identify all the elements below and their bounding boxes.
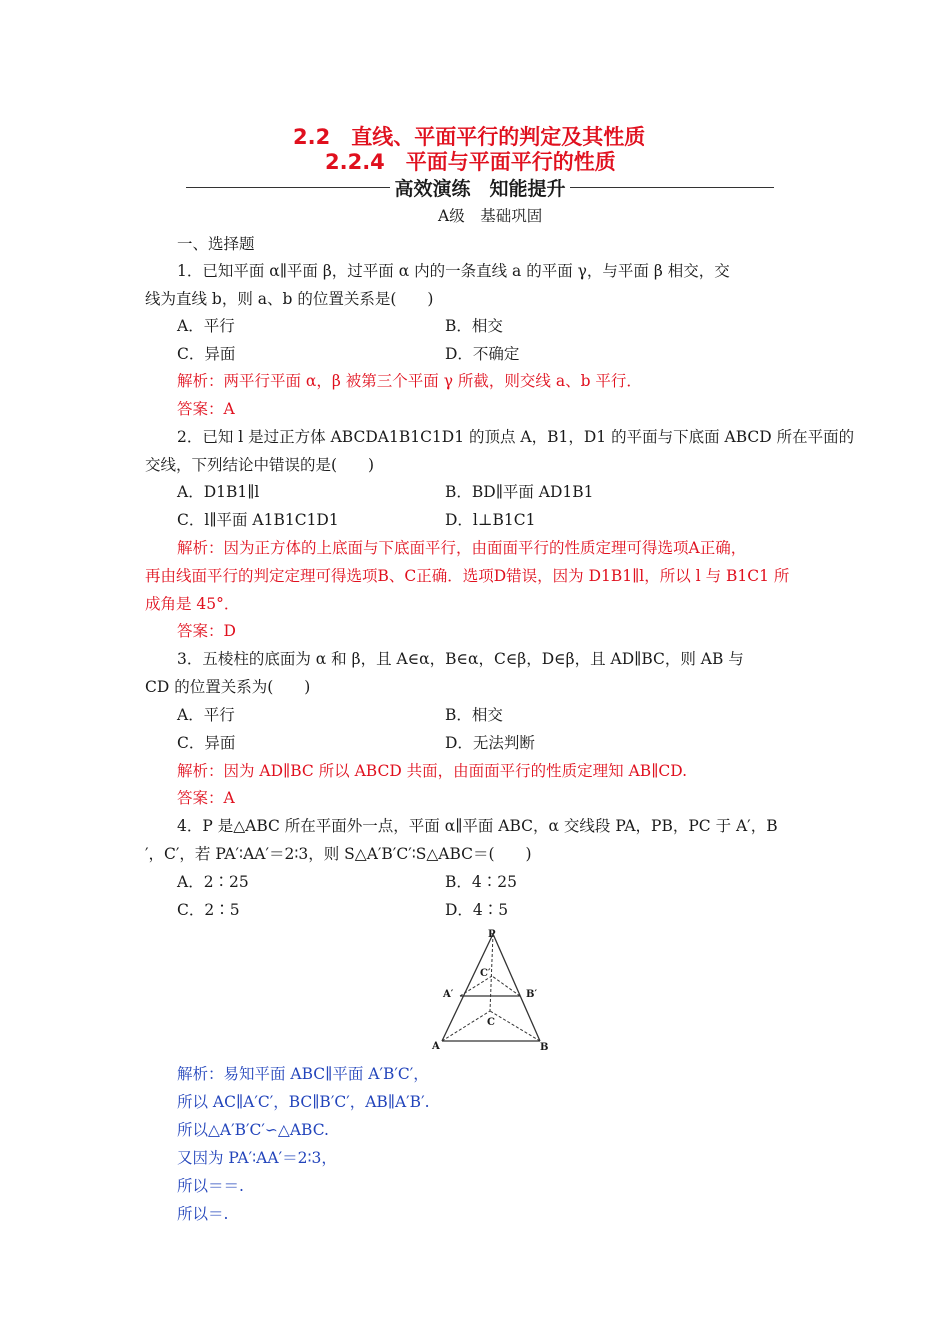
q2-analysis-2: 再由线面平行的判定定理可得选项B、C正确．选项D错误，因为 D1B1∥l，所以 l 与 B1C1 所 bbox=[145, 567, 790, 585]
q1-option-c: C．异面 bbox=[177, 345, 236, 363]
q4-analysis-1: 解析：易知平面 ABC∥平面 A′B′C′， bbox=[177, 1065, 429, 1083]
q1-stem-2: 线为直线 b，则 a、b 的位置关系是( ) bbox=[145, 290, 434, 308]
q4-stem-2: ′，C′，若 PA′∶AA′＝2∶3，则 S△A′B′C′∶S△ABC＝( ) bbox=[145, 845, 532, 863]
label-a-prime: A′ bbox=[443, 989, 454, 1000]
q3-option-b: B．相交 bbox=[445, 706, 503, 724]
banner-text: 高效演练 知能提升 bbox=[390, 178, 569, 200]
q3-option-c: C．异面 bbox=[177, 734, 236, 752]
q2-analysis-3: 成角是 45°． bbox=[145, 595, 240, 613]
q4-analysis-3: 所以△A′B′C′∽△ABC. bbox=[177, 1121, 329, 1139]
q2-answer: 答案：D bbox=[177, 622, 236, 640]
q4-option-a: A．2∶25 bbox=[177, 873, 249, 891]
title-line1: 2.2 直线、平面平行的判定及其性质 bbox=[293, 125, 646, 149]
level-heading: A级 基础巩固 bbox=[438, 207, 543, 225]
q2-stem-1: 2．已知 l 是过正方体 ABCDA1B1C1D1 的顶点 A，B1，D1 的平面与下底面 ABCD 所在平面的 bbox=[177, 428, 855, 446]
edge-bc bbox=[490, 1011, 540, 1041]
section-heading: 一、选择题 bbox=[177, 235, 255, 253]
q3-option-d: D．无法判断 bbox=[445, 734, 535, 752]
q4-option-d: D．4∶5 bbox=[445, 901, 509, 919]
title-line2: 2.2.4 平面与平面平行的性质 bbox=[325, 150, 616, 174]
q2-option-a: A．D1B1∥l bbox=[177, 483, 260, 501]
q3-stem-1: 3．五棱柱的底面为 α 和 β，且 A∈α，B∈α，C∈β，D∈β，且 AD∥BC，则 AB 与 bbox=[177, 650, 744, 668]
q2-analysis-1: 解析：因为正方体的上底面与下底面平行，由面面平行的性质定理可得选项A正确， bbox=[177, 539, 747, 557]
q3-option-a: A．平行 bbox=[177, 706, 235, 724]
pyramid-figure bbox=[430, 928, 560, 1054]
label-c-prime: C′ bbox=[480, 968, 491, 979]
q4-analysis-5: 所以＝＝. bbox=[177, 1177, 244, 1195]
q4-stem-1: 4．P 是△ABC 所在平面外一点，平面 α∥平面 ABC，α 交线段 PA，PB，PC 于 A′，B bbox=[177, 817, 778, 835]
label-b-prime: B′ bbox=[526, 989, 538, 1000]
q2-stem-2: 交线，下列结论中错误的是( ) bbox=[145, 456, 375, 474]
label-a: A bbox=[432, 1041, 440, 1052]
label-b: B bbox=[540, 1042, 549, 1053]
q1-option-b: B．相交 bbox=[445, 317, 503, 335]
q1-option-a: A．平行 bbox=[177, 317, 235, 335]
q1-answer: 答案：A bbox=[177, 400, 235, 418]
q4-analysis-2: 所以 AC∥A′C′，BC∥B′C′，AB∥A′B′. bbox=[177, 1093, 430, 1111]
label-p: P bbox=[488, 929, 496, 940]
q3-stem-2: CD 的位置关系为( ) bbox=[145, 678, 311, 696]
q4-option-b: B．4∶25 bbox=[445, 873, 517, 891]
q2-option-c: C．l∥平面 A1B1C1D1 bbox=[177, 511, 339, 529]
q3-answer: 答案：A bbox=[177, 789, 235, 807]
label-c: C bbox=[487, 1017, 495, 1028]
q2-option-d: D．l⊥B1C1 bbox=[445, 511, 536, 529]
q4-analysis-4: 又因为 PA′∶AA′＝2∶3， bbox=[177, 1149, 337, 1167]
edge-a-prime-c-prime bbox=[460, 976, 492, 996]
banner bbox=[186, 173, 774, 201]
q1-option-d: D．不确定 bbox=[445, 345, 520, 363]
q1-analysis: 解析：两平行平面 α，β 被第三个平面 γ 所截，则交线 a、b 平行． bbox=[177, 372, 642, 390]
q3-analysis: 解析：因为 AD∥BC 所以 ABCD 共面，由面面平行的性质定理知 AB∥CD. bbox=[177, 762, 688, 780]
edge-pb bbox=[493, 934, 540, 1041]
q4-option-c: C．2∶5 bbox=[177, 901, 240, 919]
q2-option-b: B．BD∥平面 AD1B1 bbox=[445, 483, 594, 501]
q1-stem-1: 1．已知平面 α∥平面 β，过平面 α 内的一条直线 a 的平面 γ，与平面 β 相交，交 bbox=[177, 262, 730, 280]
q4-analysis-6: 所以＝. bbox=[177, 1205, 229, 1223]
